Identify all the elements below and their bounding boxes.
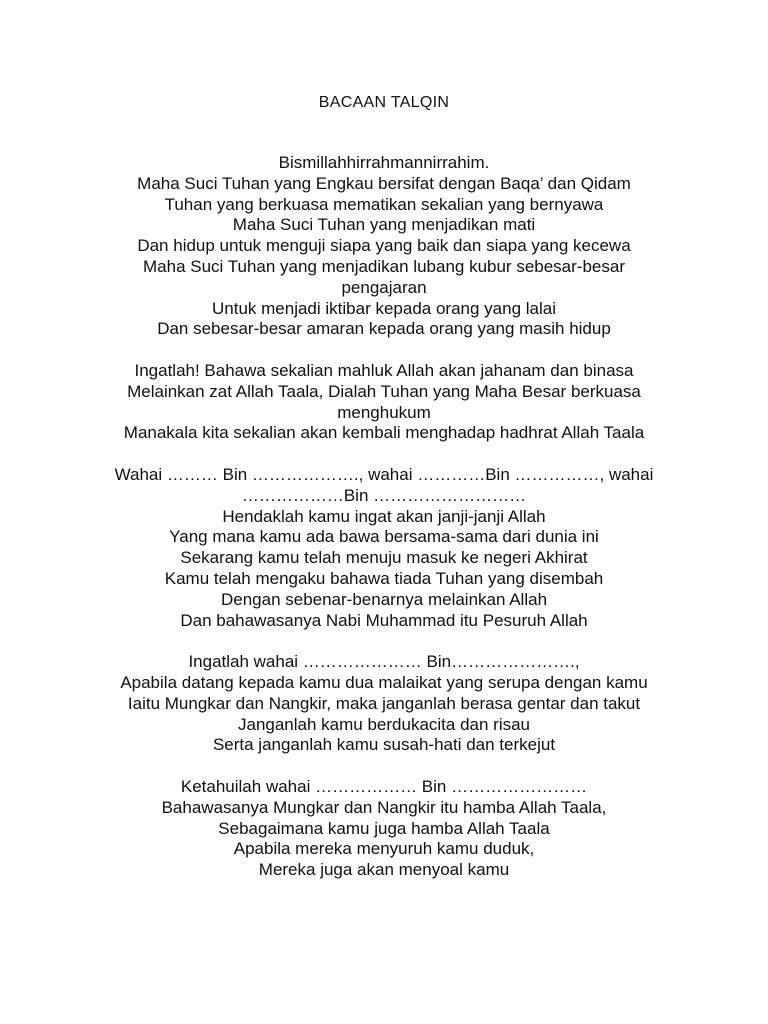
page-title: BACAAN TALQIN xyxy=(318,94,450,111)
text-line: Apabila mereka menyuruh kamu duduk, xyxy=(233,839,535,859)
text-line: Untuk menjadi iktibar kepada orang yang lalai xyxy=(212,298,556,318)
stanza-5 xyxy=(90,777,678,881)
text-line: Ingatlah! Bahawa sekalian mahluk Allah akan jahanam dan binasa xyxy=(134,360,634,380)
text-line: Yang mana kamu ada bawa bersama-sama dari dunia ini xyxy=(169,527,599,547)
text-line: Mereka juga akan menyoal kamu xyxy=(258,860,510,880)
stanza-1 xyxy=(90,153,678,340)
text-line: Sebagaimana kamu juga hamba Allah Taala xyxy=(218,818,550,838)
text-line: Ketahuilah wahai ……………… Bin …………………… xyxy=(180,776,588,796)
text-line: Dengan sebenar-benarnya melainkan Allah xyxy=(220,589,548,609)
text-line: Serta janganlah kamu susah-hati dan terkejut xyxy=(212,735,556,755)
text-line: Wahai ……… Bin ………………., wahai …………Bin ……………, wahai xyxy=(114,464,654,484)
text-line: pengajaran xyxy=(341,277,427,297)
text-line: Tuhan yang berkuasa mematikan sekalian yang bernyawa xyxy=(164,194,604,214)
text-line: Sekarang kamu telah menuju masuk ke negeri Akhirat xyxy=(180,548,588,568)
stanza-3 xyxy=(90,465,678,631)
stanza-2 xyxy=(90,361,678,444)
text-line: Janganlah kamu berdukacita dan risau xyxy=(237,714,531,734)
text-line: Maha Suci Tuhan yang menjadikan lubang kubur sebesar-besar xyxy=(143,256,625,276)
text-line: Dan bahawasanya Nabi Muhammad itu Pesuruh Allah xyxy=(180,610,588,630)
text-line: Melainkan zat Allah Taala, Dialah Tuhan yang Maha Besar berkuasa xyxy=(127,381,641,401)
document-body xyxy=(90,153,678,902)
text-line: Bismillahhirrahmannirrahim. xyxy=(278,153,490,172)
stanza-4 xyxy=(90,652,678,756)
text-line: Iaitu Mungkar dan Nangkir, maka janganlah berasa gentar dan takut xyxy=(127,693,641,713)
text-line: Dan sebesar-besar amaran kepada orang yang masih hidup xyxy=(157,319,611,339)
text-line: ………………Bin ……………………… xyxy=(241,485,527,505)
text-line: Maha Suci Tuhan yang menjadikan mati xyxy=(232,215,536,235)
text-line: Maha Suci Tuhan yang Engkau bersifat dengan Baqa’ dan Qidam xyxy=(137,173,631,193)
text-line: Apabila datang kepada kamu dua malaikat yang serupa dengan kamu xyxy=(120,672,648,692)
text-line: Ingatlah wahai ………………… Bin…………………., xyxy=(188,652,580,672)
text-line: Kamu telah mengaku bahawa tiada Tuhan yang disembah xyxy=(164,568,604,588)
text-line: menghukum xyxy=(337,402,431,422)
text-line: Manakala kita sekalian akan kembali menghadap hadhrat Allah Taala xyxy=(123,423,645,443)
text-line: Bahawasanya Mungkar dan Nangkir itu hamba Allah Taala, xyxy=(161,797,607,817)
text-line: Dan hidup untuk menguji siapa yang baik dan siapa yang kecewa xyxy=(137,236,631,256)
text-line: Hendaklah kamu ingat akan janji-janji Allah xyxy=(222,506,546,526)
